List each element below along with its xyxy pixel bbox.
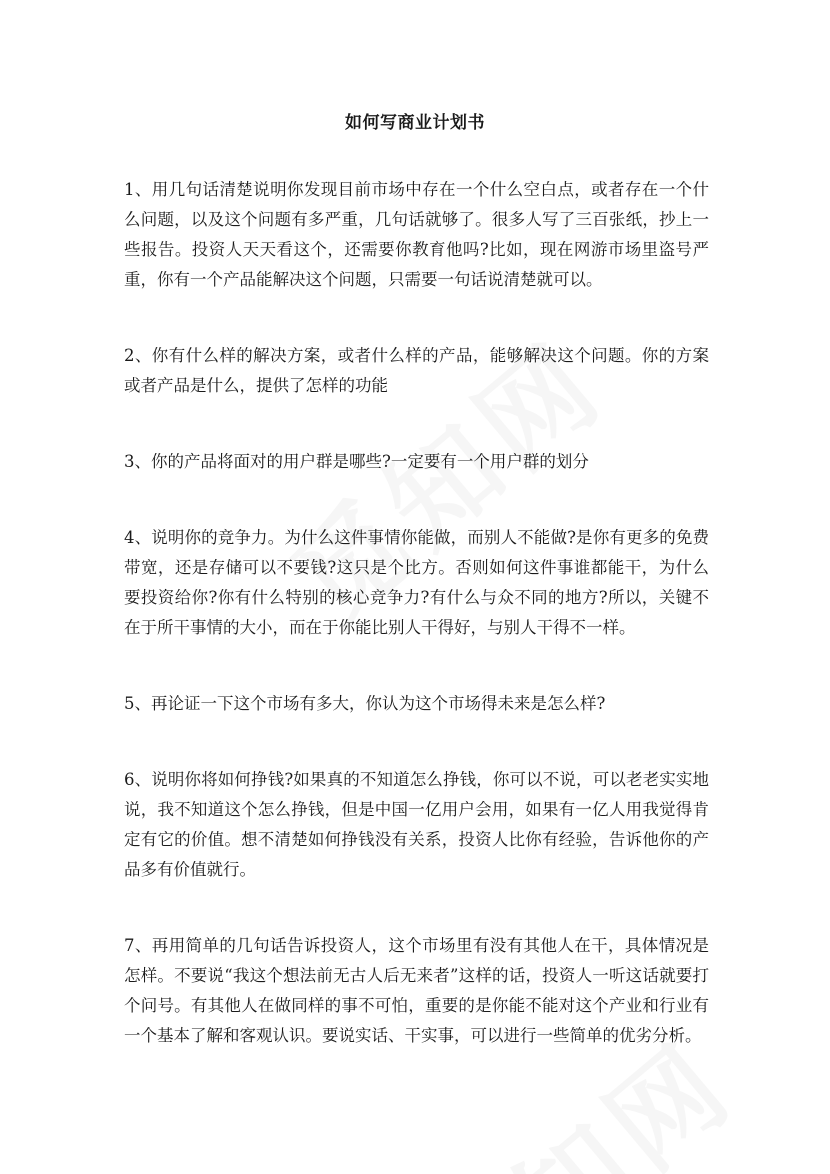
paragraph-3: 3、你的产品将面对的用户群是哪些?一定要有一个用户群的划分 <box>124 452 589 471</box>
paragraph-1: 1、用几句话清楚说明你发现目前市场中存在一个什么空白点，或者存在一个什么问题，以及这个问题有多严重，几句话就够了。很多人写了三百张纸，抄上一些报告。投资人天天看这个，还需要你教育他吗?比如，现在网游市场里盗号严重，你有一个产品能解决这个问题，只需要一句话说清楚就可以。 <box>124 180 709 289</box>
paragraph-5: 5、再论证一下这个市场有多大，你认为这个市场得未来是怎么样? <box>124 694 606 713</box>
page-title: 如何写商业计划书 <box>345 113 485 133</box>
paragraph-6: 6、说明你将如何挣钱?如果真的不知道怎么挣钱，你可以不说，可以老老实实地说，我不知道这个怎么挣钱，但是中国一亿用户会用，如果有一亿人用我觉得肯定有它的价值。想不清楚如何挣钱没有关系，投资人比你有经验，告诉他你的产品多有价值就行。 <box>124 770 709 879</box>
paragraph-7: 7、再用简单的几句话告诉投资人，这个市场里有没有其他人在干，具体情况是怎样。不要说“我这个想法前无古人后无来者”这样的话，投资人一听这话就要打个问号。有其他人在做同样的事不可怕，重要的是你能不能对这个产业和行业有一个基本了解和客观认识。要说实话、干实事，可以进行一些简单的优劣分析。 <box>124 936 709 1045</box>
document-body <box>124 175 709 1097</box>
paragraph-2: 2、你有什么样的解决方案，或者什么样的产品，能够解决这个问题。你的方案或者产品是什么，提供了怎样的功能 <box>124 346 709 395</box>
paragraph-4: 4、说明你的竞争力。为什么这件事情你能做，而别人不能做?是你有更多的免费带宽，还是存储可以不要钱?这只是个比方。否则如何这件事谁都能干，为什么要投资给你?你有什么特别的核心竞争力?有什么与众不同的地方?所以，关键不在于所干事情的大小，而在于你能比别人干得好，与别人干得不一样。 <box>124 528 709 637</box>
